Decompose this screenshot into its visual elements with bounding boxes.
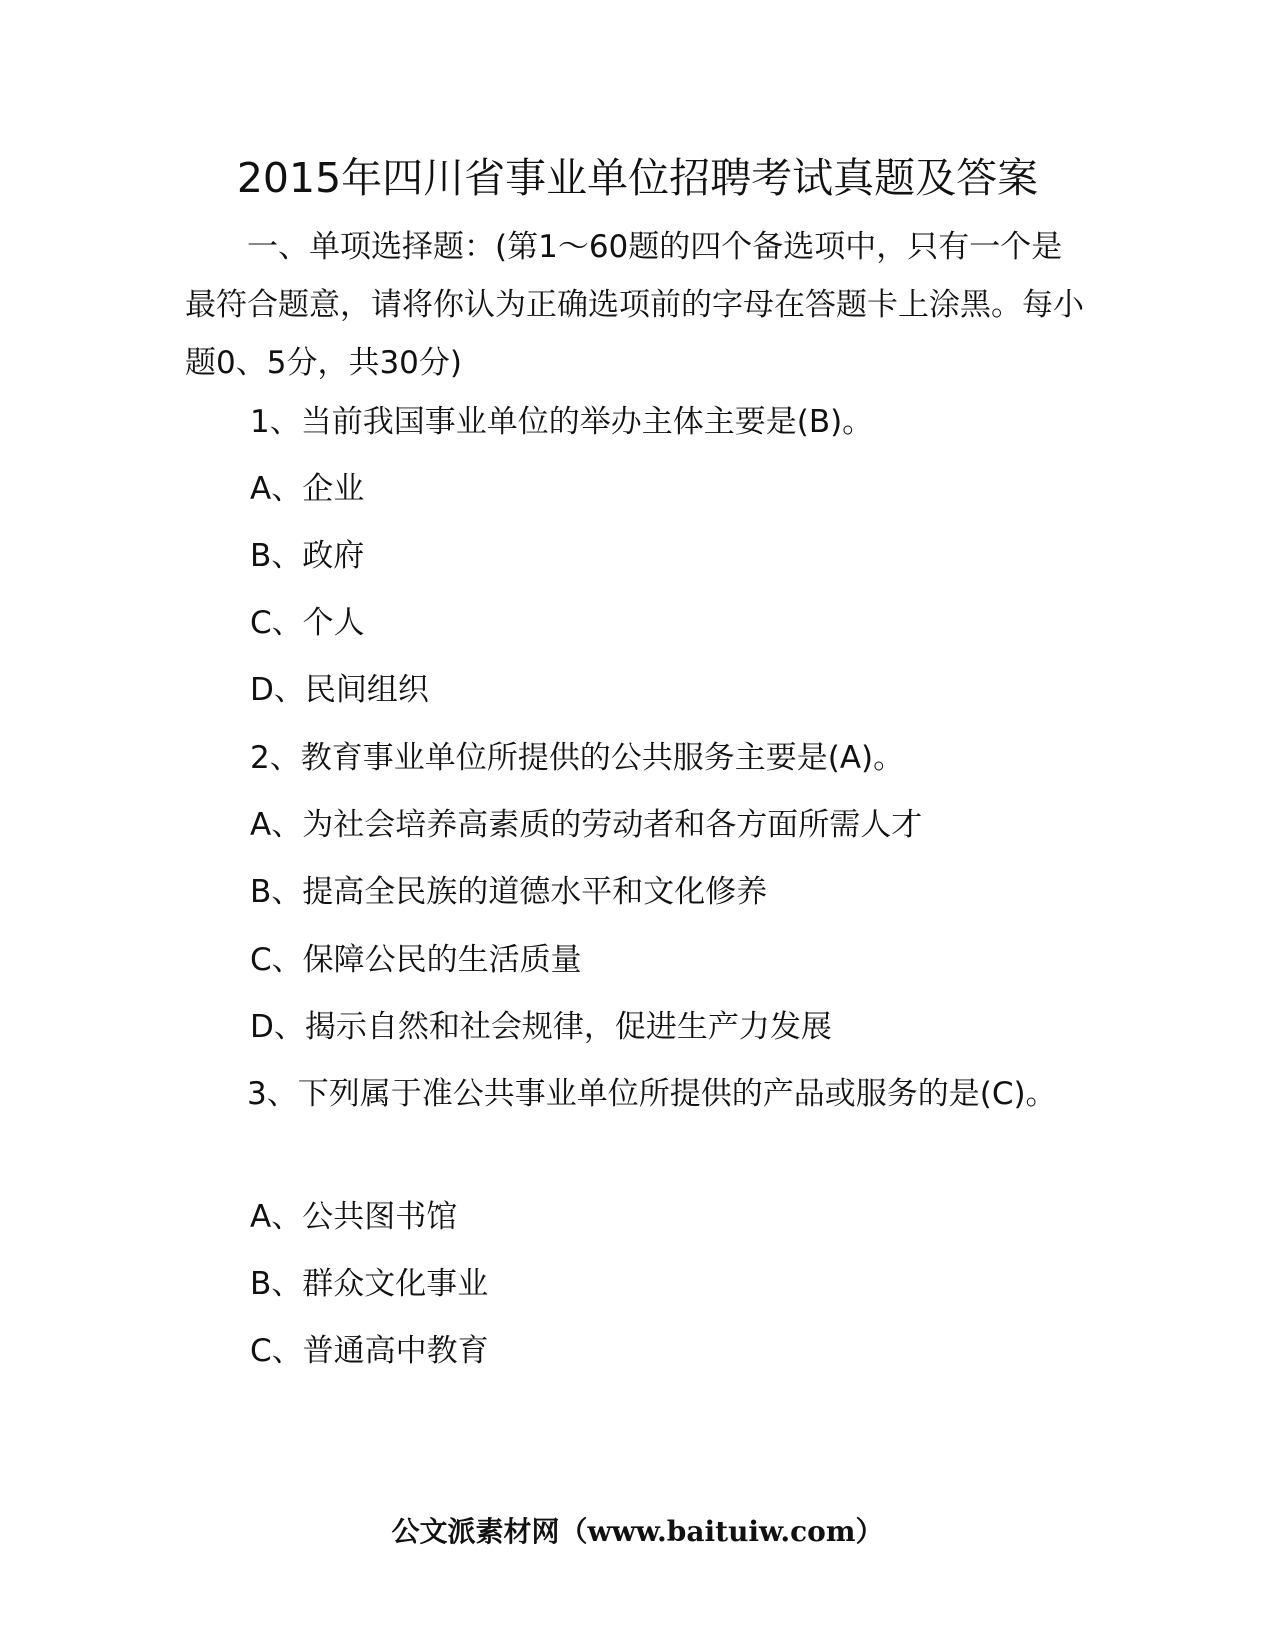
answer-option: D、民间组织 — [250, 672, 429, 708]
page-title: 2015年四川省事业单位招聘考试真题及答案 — [236, 154, 1039, 202]
answer-option: A、为社会培养高素质的劳动者和各方面所需人才 — [250, 807, 923, 843]
answer-option: A、公共图书馆 — [250, 1199, 458, 1235]
answer-option: B、政府 — [250, 538, 365, 574]
question-stem: 1、当前我国事业单位的举办主体主要是(B)。 — [250, 404, 874, 440]
question-stem: 3、下列属于准公共事业单位所提供的产品或服务的是(C)。 — [247, 1076, 1057, 1112]
answer-option: B、提高全民族的道德水平和文化修养 — [250, 874, 768, 910]
answer-option: C、普通高中教育 — [250, 1333, 489, 1369]
answer-option: D、揭示自然和社会规律，促进生产力发展 — [250, 1009, 832, 1045]
answer-option: B、群众文化事业 — [250, 1266, 489, 1302]
answer-option: A、企业 — [250, 471, 365, 507]
answer-option: C、保障公民的生活质量 — [250, 942, 582, 978]
question-stem: 2、教育事业单位所提供的公共服务主要是(A)。 — [250, 740, 905, 776]
section-intro: 一、单项选择题：(第1～60题的四个备选项中，只有一个是最符合题意，请将你认为正确选项前的字母在答题卡上涂黑。每小题0、5分，共30分) — [185, 229, 1084, 381]
answer-option: C、个人 — [250, 605, 365, 641]
footer-source: 公文派素材网（www.baituiw.com） — [391, 1515, 884, 1548]
